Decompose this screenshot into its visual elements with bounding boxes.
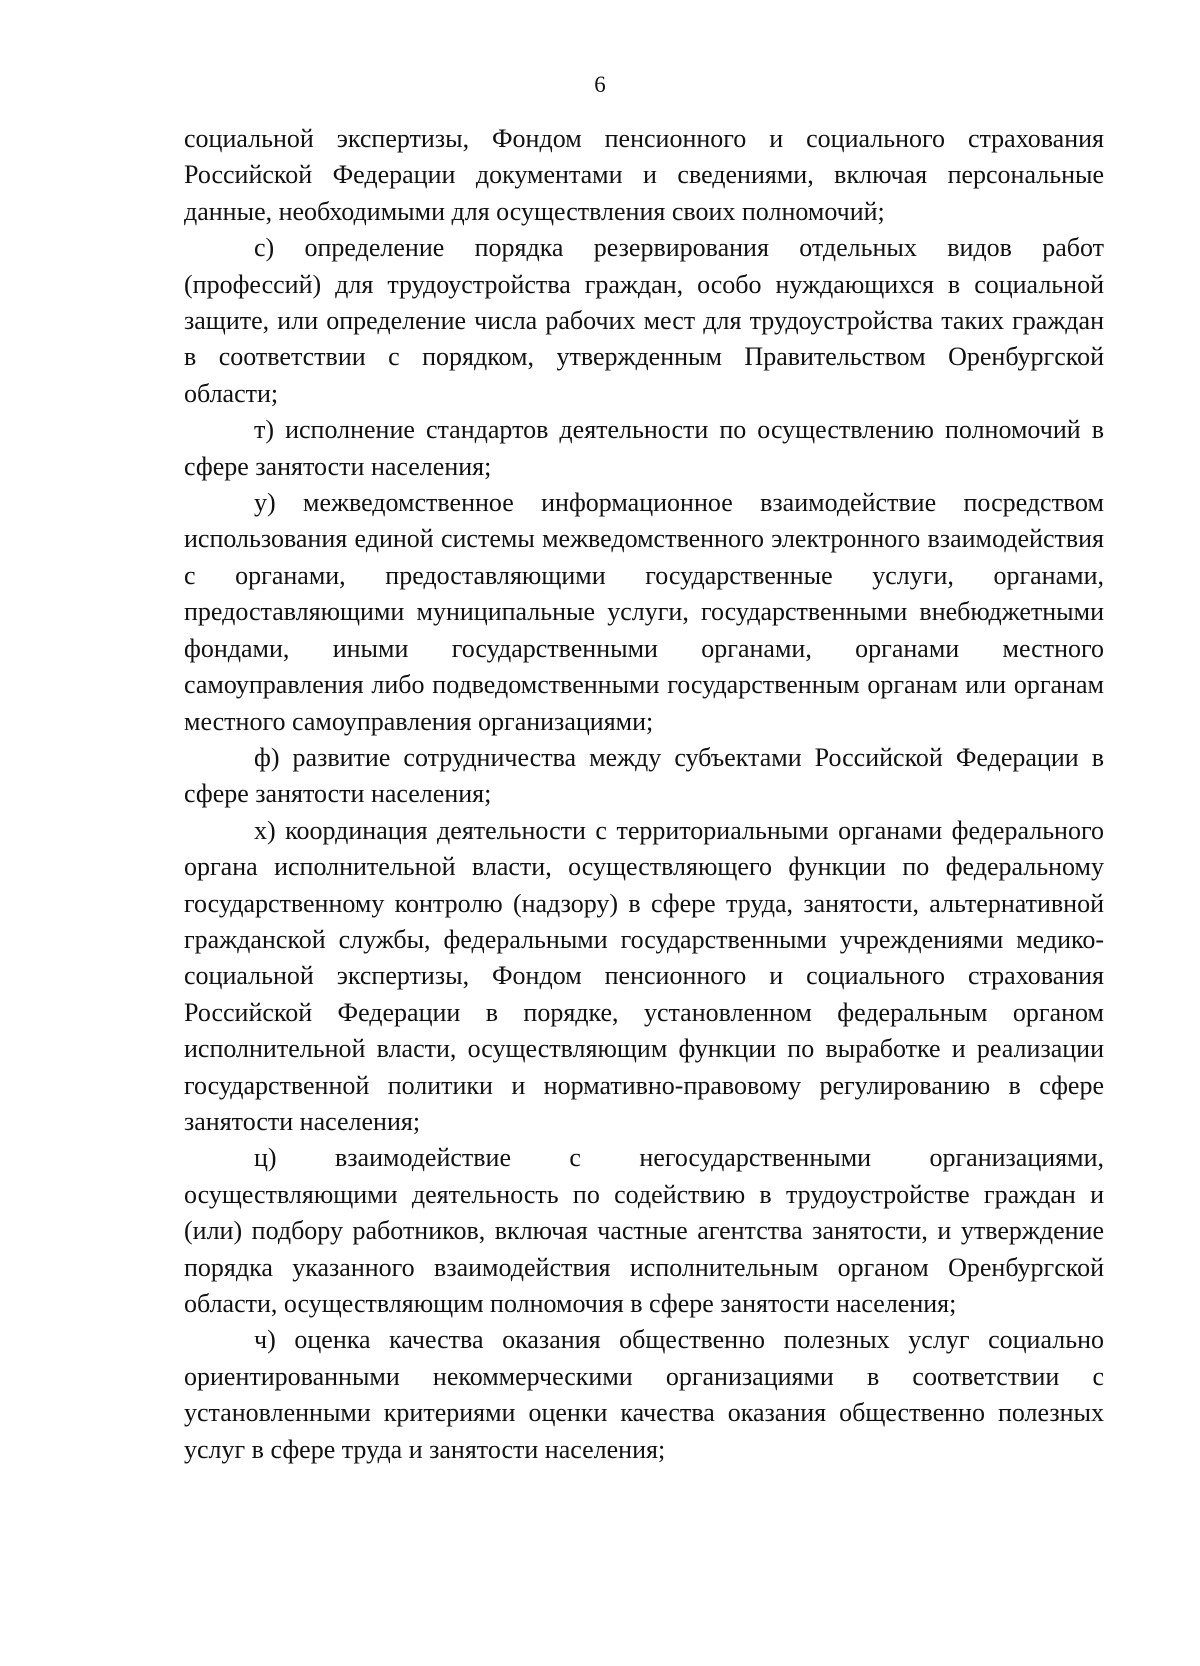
document-body [184,121,1104,1468]
paragraph-item-u: у) межведомственное информационное взаимодействие посредством использования единой системы межведомственного электронного взаимодействия с органами, предоставляющими государственные услуги, органами, предоставляющими муниципальные услуги, государственными внебюджетными фондами, иными государственными органами, органами местного самоуправления либо подведомственными государственным органам или органам местного самоуправления организациями; [184,488,1104,736]
paragraph-item-ch: ч) оценка качества оказания общественно полезных услуг социально ориентированными некоммерческими организациями в соответствии с установленными критериями оценки качества оказания общественно полезных услуг в сфере труда и занятости населения; [184,1325,1104,1464]
paragraph-item-kh: х) координация деятельности с территориальными органами федерального органа исполнительной власти, осуществляющего функции по федеральному государственному контролю (надзору) в сфере труда, занятости, альтернативной гражданской службы, федеральными государственными учреждениями медико-социальной экспертизы, Фондом пенсионного и социального страхования Российской Федерации в порядке, установленном федеральным органом исполнительной власти, осуществляющим функции по выработке и реализации государственной политики и нормативно-правовому регулированию в сфере занятости населения; [184,815,1104,1136]
paragraph-continuation: социальной экспертизы, Фондом пенсионного и социального страхования Российской Федерации документами и сведениями, включая персональные данные, необходимыми для осуществления своих полномочий; [184,124,1104,226]
paragraph-item-s: с) определение порядка резервирования отдельных видов работ (профессий) для трудоустройства граждан, особо нуждающихся в социальной защите, или определение числа рабочих мест для трудоустройства таких граждан в соответствии с порядком, утвержденным Правительством Оренбургской области; [184,233,1104,408]
paragraph-item-ts: ц) взаимодействие с негосударственными организациями, осуществляющими деятельность по содействию в трудоустройстве граждан и (или) подбору работников, включая частные агентства занятости, и утверждение порядка указанного взаимодействия исполнительным органом Оренбургской области, осуществляющим полномочия в сфере занятости населения; [184,1143,1104,1318]
page-number: 6 [594,72,606,97]
paragraph-item-f: ф) развитие сотрудничества между субъектами Российской Федерации в сфере занятости населения; [184,742,1104,809]
paragraph-item-t: т) исполнение стандартов деятельности по осуществлению полномочий в сфере занятости населения; [184,415,1104,481]
